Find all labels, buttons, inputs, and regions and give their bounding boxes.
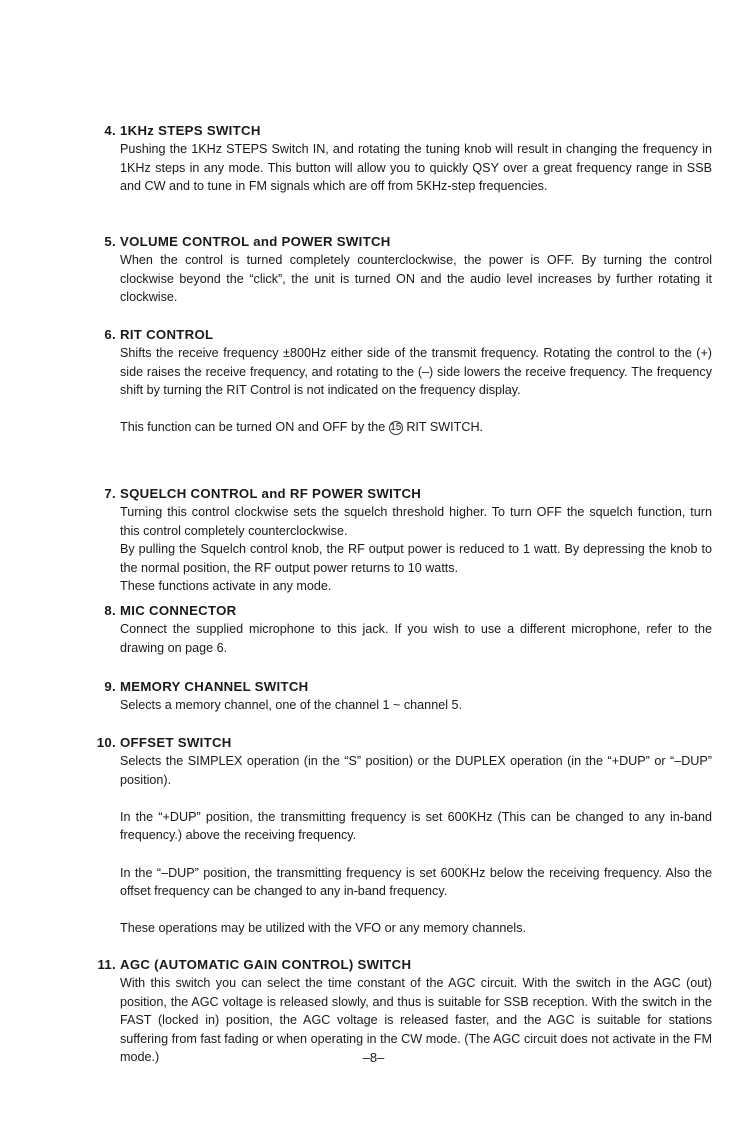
section-title: RIT CONTROL: [120, 327, 214, 342]
section-number: 10.: [96, 735, 116, 750]
section-heading: [92, 733, 712, 752]
section-memory-channel-switch: [92, 677, 712, 715]
section-paragraph: In the “–DUP” position, the transmitting frequency is set 600KHz below the receiving frequency. Also the offset frequency can be changed to any in-band frequency.: [120, 865, 712, 899]
section-paragraph: These functions activate in any mode.: [120, 579, 332, 594]
section-paragraph: In the “+DUP” position, the transmitting frequency is set 600KHz (This can be changed to any in-band frequency.) above the receiving frequency.: [120, 809, 712, 843]
section-number: 4.: [104, 123, 116, 138]
section-number: 9.: [104, 679, 116, 694]
section-paragraph: These operations may be utilized with the VFO or any memory channels.: [120, 921, 526, 936]
section-heading: [92, 232, 712, 251]
note-text: This function can be turned ON and OFF by the: [120, 420, 386, 435]
section-note: [120, 418, 712, 437]
section-paragraph: Shifts the receive frequency ±800Hz either side of the transmit frequency. Rotating the control to the (+) side raises the receive frequency, and rotating to the (–) side lowers the receive frequency. The frequency shift by turning the RIT Control is not indicated on the frequency display.: [120, 346, 712, 398]
section-title: AGC (AUTOMATIC GAIN CONTROL) SWITCH: [120, 957, 412, 972]
section-offset-switch: [92, 733, 712, 938]
section-paragraph: Connect the supplied microphone to this jack. If you wish to use a different microphone, refer to the drawing on page 6.: [120, 622, 712, 655]
section-paragraph: Selects a memory channel, one of the channel 1 ~ channel 5.: [120, 698, 462, 712]
section-title: OFFSET SWITCH: [120, 735, 232, 750]
section-title: 1KHz STEPS SWITCH: [120, 123, 261, 138]
section-heading: [92, 325, 712, 344]
page-number: –8–: [362, 1050, 385, 1065]
section-squelch-control: [92, 484, 712, 596]
section-number: 8.: [104, 603, 116, 618]
section-1khz-steps-switch: [92, 121, 712, 196]
note-text: RIT SWITCH.: [406, 420, 484, 435]
section-mic-connector: [92, 601, 712, 657]
section-number: 7.: [104, 486, 116, 501]
section-volume-control: [92, 232, 712, 307]
section-paragraph: With this switch you can select the time constant of the AGC circuit. With the switch in the AGC (out) position, the AGC voltage is released slowly, and thus is suitable for SSB reception. With the switch in the FAST (locked in) position, the AGC voltage is released faster, and the AGC is suitable for stations suffering from fast fading or when operating in the CW mode. (The AGC circuit does not activate in the FM mode.): [120, 976, 712, 1065]
section-paragraph: By pulling the Squelch control knob, the RF output power is reduced to 1 watt. By depressing the knob to the normal position, the RF output power returns to 10 watts.: [120, 542, 712, 575]
section-heading: [92, 484, 712, 503]
section-heading: [92, 677, 712, 696]
section-number: 5.: [104, 234, 116, 249]
section-rit-control: [92, 325, 712, 437]
section-number: 11.: [97, 957, 116, 972]
section-paragraph: Turning this control clockwise sets the squelch threshold higher. To turn OFF the squelch function, turn this control completely counterclockwise.: [120, 505, 712, 538]
section-title: SQUELCH CONTROL and RF POWER SWITCH: [120, 486, 422, 501]
section-heading: [92, 121, 712, 140]
section-paragraph: Selects the SIMPLEX operation (in the “S” position) or the DUPLEX operation (in the “+DUP” or “–DUP” position).: [120, 754, 712, 787]
section-title: VOLUME CONTROL and POWER SWITCH: [120, 234, 391, 249]
section-paragraph: When the control is turned completely counterclockwise, the power is OFF. By turning the control clockwise beyond the “click”, the unit is turned ON and the audio level increases by further rotating it clockwise.: [120, 253, 712, 305]
section-heading: [92, 955, 712, 974]
section-number: 6.: [104, 327, 116, 342]
section-title: MIC CONNECTOR: [120, 603, 237, 618]
section-paragraph: Pushing the 1KHz STEPS Switch IN, and rotating the tuning knob will result in changing the frequency in 1KHz steps in any mode. This button will allow you to quickly QSY over a great frequency range in SSB and CW and to tune in FM signals which are off from 5KHz-step frequencies.: [120, 142, 712, 194]
circled-number-icon: 15: [390, 422, 402, 434]
section-heading: [92, 601, 712, 620]
section-title: MEMORY CHANNEL SWITCH: [120, 679, 309, 694]
